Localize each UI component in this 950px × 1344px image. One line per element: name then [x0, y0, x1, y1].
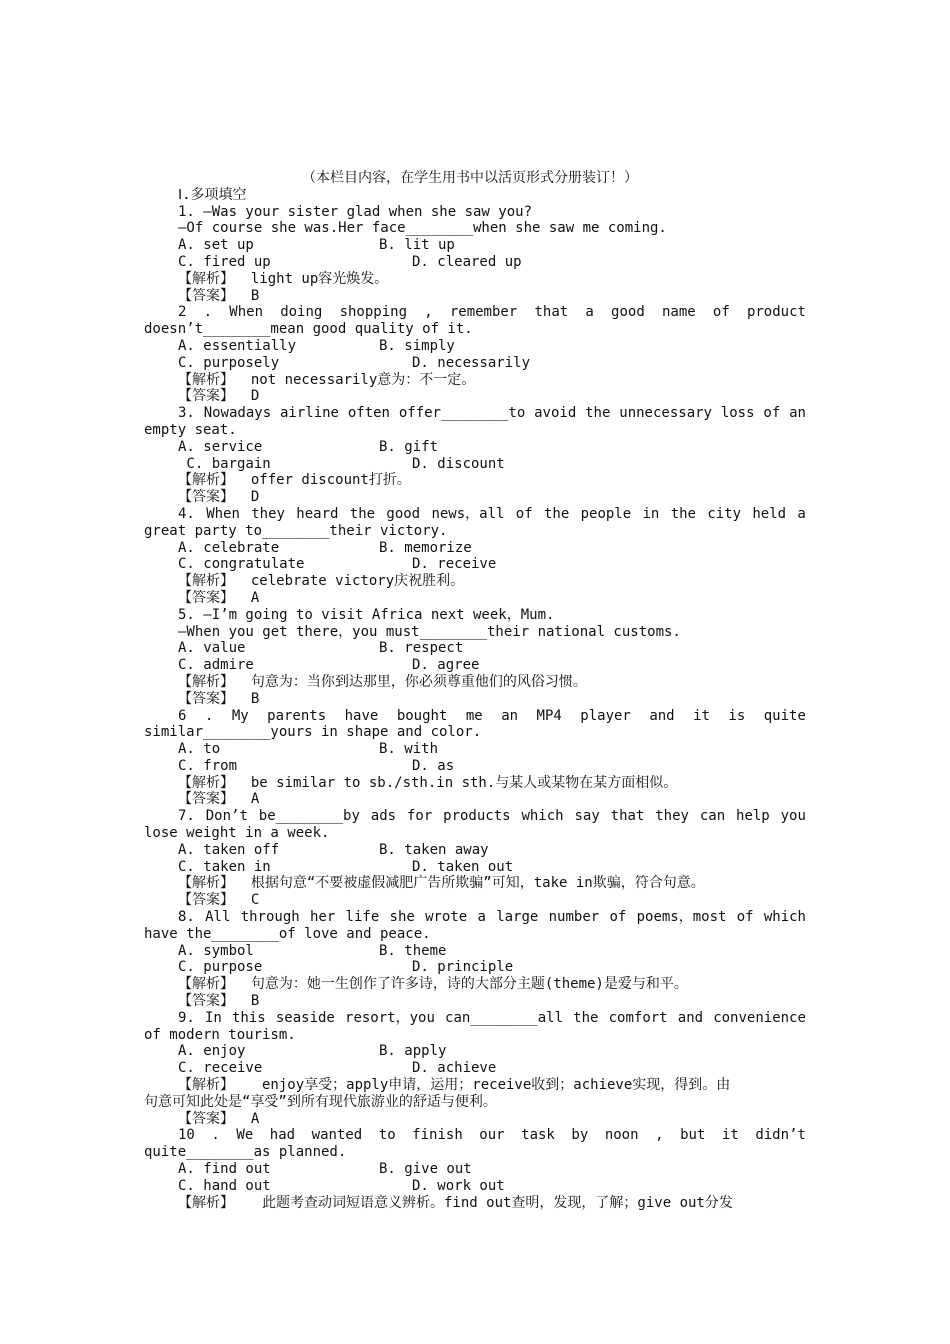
- word: ads: [370, 808, 397, 825]
- answer-line: 【答案】 D: [178, 388, 260, 405]
- option-row: [144, 254, 806, 271]
- option-right: D. cleared up: [412, 253, 522, 270]
- word: 9.: [178, 1009, 195, 1026]
- question-stem-line: —Of course she was.Her face________when she saw me coming.: [178, 220, 667, 237]
- word: unnecessary: [619, 405, 712, 422]
- question-stem-line: of modern tourism.: [144, 1026, 296, 1043]
- option-row: [144, 338, 806, 355]
- option-row: [144, 456, 806, 473]
- word: My: [231, 707, 249, 724]
- option-left: C. bargain: [178, 455, 271, 472]
- word: a: [477, 909, 486, 926]
- option-row: [144, 237, 806, 254]
- option-row: [144, 1161, 806, 1178]
- option-left: C. fired up: [178, 253, 271, 270]
- word: wanted: [311, 1127, 363, 1144]
- analysis-continuation: 句意可知此处是“享受”到所有现代旅游业的舒适与便利。: [144, 1093, 497, 1110]
- word: she: [389, 909, 415, 926]
- option-row: [144, 439, 806, 456]
- word: you: [780, 808, 806, 825]
- option-right: D. work out: [412, 1177, 505, 1194]
- word: the: [573, 1009, 599, 1026]
- question-item: [144, 808, 806, 909]
- word: 2: [178, 304, 187, 321]
- analysis-line: 【解析】 light up容光焕发。: [178, 270, 389, 287]
- word: noon: [604, 1127, 639, 1144]
- word: a: [585, 304, 594, 321]
- option-left: A. find out: [178, 1161, 271, 1178]
- word: of: [609, 909, 627, 926]
- option-left: A. essentially: [178, 337, 297, 354]
- word: avoid: [534, 405, 577, 422]
- word: loss: [720, 405, 755, 422]
- word: that: [610, 808, 645, 825]
- word: of: [763, 405, 781, 422]
- analysis-line: 【解析】 be similar to sb./sth.in sth.与某人或某物在某方面相似。: [178, 774, 678, 791]
- word: didn’t: [755, 1127, 806, 1144]
- word: heard: [296, 505, 339, 522]
- question-item: [144, 708, 806, 809]
- word: life: [345, 909, 380, 926]
- word: and: [649, 707, 675, 724]
- question-item: [144, 506, 806, 607]
- word: news，all: [431, 505, 505, 522]
- word: comfort: [608, 1009, 668, 1026]
- option-row: [144, 758, 806, 775]
- word: city: [707, 505, 742, 522]
- word: poems，most: [636, 909, 727, 926]
- word: a: [797, 505, 806, 522]
- option-row: [144, 657, 806, 674]
- option-row: [144, 859, 806, 876]
- answer-line: 【答案】 B: [178, 993, 260, 1010]
- word: by: [571, 1127, 589, 1144]
- word: bought: [396, 707, 448, 724]
- question-item: [144, 304, 806, 405]
- option-right: D. taken out: [412, 858, 514, 875]
- option-row: [144, 640, 806, 657]
- option-row: [144, 1178, 806, 1195]
- word: 10: [178, 1127, 195, 1144]
- word: number: [548, 909, 600, 926]
- question-stem-line: [144, 808, 806, 825]
- word: it: [721, 1127, 739, 1144]
- option-right: B. lit up: [379, 237, 455, 254]
- option-right: B. give out: [379, 1161, 472, 1178]
- word: name: [661, 304, 696, 321]
- question-stem-line: [144, 405, 806, 422]
- analysis-line: [144, 1195, 806, 1212]
- option-left: A. service: [178, 438, 263, 455]
- word: held: [752, 505, 787, 522]
- word: the: [670, 505, 696, 522]
- analysis-text: enjoy享受；apply申请，运用；receive收到；achieve实现，得到。由: [262, 1077, 731, 1094]
- option-right: B. memorize: [379, 539, 472, 556]
- word: can________all: [445, 1009, 564, 1026]
- word: often: [347, 405, 390, 422]
- word: Don’t: [205, 808, 248, 825]
- word: of: [712, 304, 730, 321]
- page-header-note: （本栏目内容，在学生用书中以活页形式分册装订！）: [302, 170, 638, 186]
- word: had: [269, 1127, 296, 1144]
- question-item: [144, 607, 806, 708]
- option-left: C. purposely: [178, 354, 280, 371]
- analysis-line: [144, 1077, 806, 1094]
- question-item: [144, 405, 806, 506]
- option-right: B. with: [379, 741, 439, 758]
- word: convenience: [713, 1009, 806, 1026]
- word: can: [699, 808, 726, 825]
- word: Nowadays: [203, 405, 272, 422]
- option-left: A. symbol: [178, 942, 254, 959]
- option-left: C. receive: [178, 1060, 263, 1077]
- option-row: [144, 943, 806, 960]
- word: say: [574, 808, 600, 825]
- question-stem-line: empty seat.: [144, 421, 237, 438]
- word: 3.: [178, 405, 195, 422]
- option-left: A. enjoy: [178, 1043, 246, 1060]
- question-stem-line: similar________yours in shape and color.: [144, 724, 482, 741]
- word: airline: [279, 405, 339, 422]
- option-right: D. discount: [412, 455, 505, 472]
- word: player: [580, 707, 631, 724]
- option-row: [144, 741, 806, 758]
- word: the: [585, 405, 611, 422]
- word: which: [763, 909, 806, 926]
- word: remember: [449, 304, 518, 321]
- option-left: C. congratulate: [178, 556, 305, 573]
- answer-line: 【答案】 C: [178, 892, 260, 909]
- question-item: [144, 1127, 806, 1211]
- option-row: [144, 842, 806, 859]
- option-left: A. set up: [178, 237, 254, 254]
- word: to: [378, 1127, 396, 1144]
- option-left: C. admire: [178, 657, 254, 674]
- word: .: [203, 304, 213, 321]
- word: ,: [655, 1127, 664, 1144]
- option-right: B. respect: [379, 640, 464, 657]
- word: When: [206, 505, 240, 522]
- question-stem-line: [144, 1010, 806, 1027]
- option-right: D. receive: [412, 556, 497, 573]
- answer-line: 【答案】 A: [178, 791, 260, 808]
- option-right: D. necessarily: [412, 354, 531, 371]
- option-left: A. celebrate: [178, 539, 280, 556]
- word: 8.: [178, 909, 195, 926]
- word: of: [515, 505, 533, 522]
- option-row: [144, 540, 806, 557]
- word: is: [728, 707, 746, 724]
- option-left: A. taken off: [178, 841, 280, 858]
- answer-line: 【答案】 B: [178, 690, 260, 707]
- word: they: [655, 808, 689, 825]
- word: it: [693, 707, 710, 724]
- option-right: D. achieve: [412, 1060, 497, 1077]
- analysis-line: 【解析】 not necessarily意为：不一定。: [178, 371, 476, 388]
- analysis-line: 【解析】 celebrate victory庆祝胜利。: [178, 573, 465, 590]
- question-stem-line: lose weight in a week.: [144, 825, 330, 842]
- analysis-line: 【解析】 根据句意“不要被虚假减肥广告所欺骗”可知，take in欺骗，符合句意。: [178, 875, 705, 892]
- answer-line: 【答案】 B: [178, 287, 260, 304]
- word: an: [501, 707, 519, 724]
- option-right: B. gift: [379, 438, 439, 455]
- option-right: D. agree: [412, 657, 480, 674]
- word: that: [534, 304, 569, 321]
- word: parents: [267, 707, 327, 724]
- answer-line: 【答案】 D: [178, 489, 260, 506]
- option-row: [144, 1043, 806, 1060]
- question-stem-line: quite________as planned.: [144, 1144, 347, 1161]
- word: product: [746, 304, 806, 321]
- option-left: A. value: [178, 640, 246, 657]
- question-item: [144, 204, 806, 305]
- word: me: [465, 707, 483, 724]
- word: this: [232, 1009, 266, 1026]
- question-stem-line: [144, 708, 806, 725]
- option-right: B. theme: [379, 942, 447, 959]
- word: .: [204, 707, 214, 724]
- question-stem-line: [144, 909, 806, 926]
- analysis-line: 【解析】 句意为：当你到达那里，你必须尊重他们的风俗习惯。: [178, 673, 587, 690]
- question-stem-line: [144, 506, 806, 523]
- analysis-tag: 【解析】: [178, 1077, 234, 1094]
- word: for: [406, 808, 433, 825]
- word: in: [642, 505, 660, 522]
- option-right: B. taken away: [379, 841, 489, 858]
- word: an: [789, 405, 806, 422]
- question-stem-line: [144, 304, 806, 321]
- word: task: [521, 1127, 555, 1144]
- word: doing: [280, 304, 323, 321]
- word: MP4: [536, 707, 562, 724]
- option-left: C. from: [178, 757, 238, 774]
- word: When: [229, 304, 263, 321]
- word: In: [205, 1009, 222, 1026]
- section-title: Ⅰ.多项填空: [178, 186, 247, 203]
- exercise-content: [144, 170, 806, 1211]
- word: offer________to: [398, 405, 526, 422]
- analysis-line: 【解析】 offer discount打折。: [178, 472, 411, 489]
- option-row: [144, 1060, 806, 1077]
- word: good: [386, 505, 421, 522]
- word: they: [251, 505, 285, 522]
- analysis-text: 此题考查动词短语意义辨析。find out查明，发现，了解；give out分发: [262, 1194, 733, 1211]
- word: good: [611, 304, 645, 321]
- word: quite: [763, 707, 806, 724]
- word: of: [736, 909, 754, 926]
- question-item: [144, 909, 806, 1010]
- word: ,: [424, 304, 433, 321]
- option-right: D. principle: [412, 959, 514, 976]
- word: shopping: [339, 304, 407, 321]
- question-stem-line: great party to________their victory.: [144, 522, 448, 539]
- word: 6: [178, 707, 187, 724]
- word: through: [240, 909, 300, 926]
- option-left: C. hand out: [178, 1177, 271, 1194]
- word: our: [479, 1127, 505, 1144]
- analysis-tag: 【解析】: [178, 1194, 234, 1211]
- option-row: [144, 355, 806, 372]
- answer-line: 【答案】 A: [178, 1110, 260, 1127]
- question-stem-line: —When you get there，you must________their national customs.: [178, 623, 681, 640]
- question-stem-line: have the________of love and peace.: [144, 925, 431, 942]
- question-stem-line: 1. —Was your sister glad when she saw you?: [178, 203, 533, 220]
- word: but: [680, 1127, 706, 1144]
- option-left: A. to: [178, 741, 221, 758]
- option-left: C. taken in: [178, 858, 271, 875]
- word: and: [677, 1009, 704, 1026]
- word: which: [521, 808, 564, 825]
- analysis-line: 【解析】 句意为：她一生创作了许多诗，诗的大部分主题(theme)是爱与和平。: [178, 976, 688, 993]
- word: have: [344, 707, 379, 724]
- word: seaside: [275, 1009, 335, 1026]
- option-left: C. purpose: [178, 959, 263, 976]
- question-item: [144, 1010, 806, 1128]
- option-right: B. simply: [379, 337, 455, 354]
- word: 7.: [178, 808, 195, 825]
- question-stem-line: 5. —I’m going to visit Africa next week，Mum.: [178, 606, 555, 623]
- word: resort，you: [345, 1009, 435, 1026]
- word: finish: [412, 1127, 463, 1144]
- word: 4.: [178, 505, 195, 522]
- word: wrote: [425, 909, 468, 926]
- option-right: B. apply: [379, 1043, 447, 1060]
- question-stem-line: doesn’t________mean good quality of it.: [144, 321, 473, 338]
- word: the: [349, 505, 376, 522]
- word: the: [543, 505, 570, 522]
- word: large: [496, 909, 539, 926]
- word: products: [443, 808, 511, 825]
- word: We: [236, 1127, 254, 1144]
- word: be________by: [258, 808, 360, 825]
- option-row: [144, 556, 806, 573]
- word: people: [580, 505, 632, 522]
- question-stem-line: [144, 1127, 806, 1144]
- word: .: [211, 1127, 220, 1144]
- word: All: [205, 909, 231, 926]
- question-list: [144, 204, 806, 1212]
- word: help: [736, 808, 770, 825]
- answer-line: 【答案】 A: [178, 589, 260, 606]
- option-row: [144, 959, 806, 976]
- option-right: D. as: [412, 757, 455, 774]
- word: her: [309, 909, 336, 926]
